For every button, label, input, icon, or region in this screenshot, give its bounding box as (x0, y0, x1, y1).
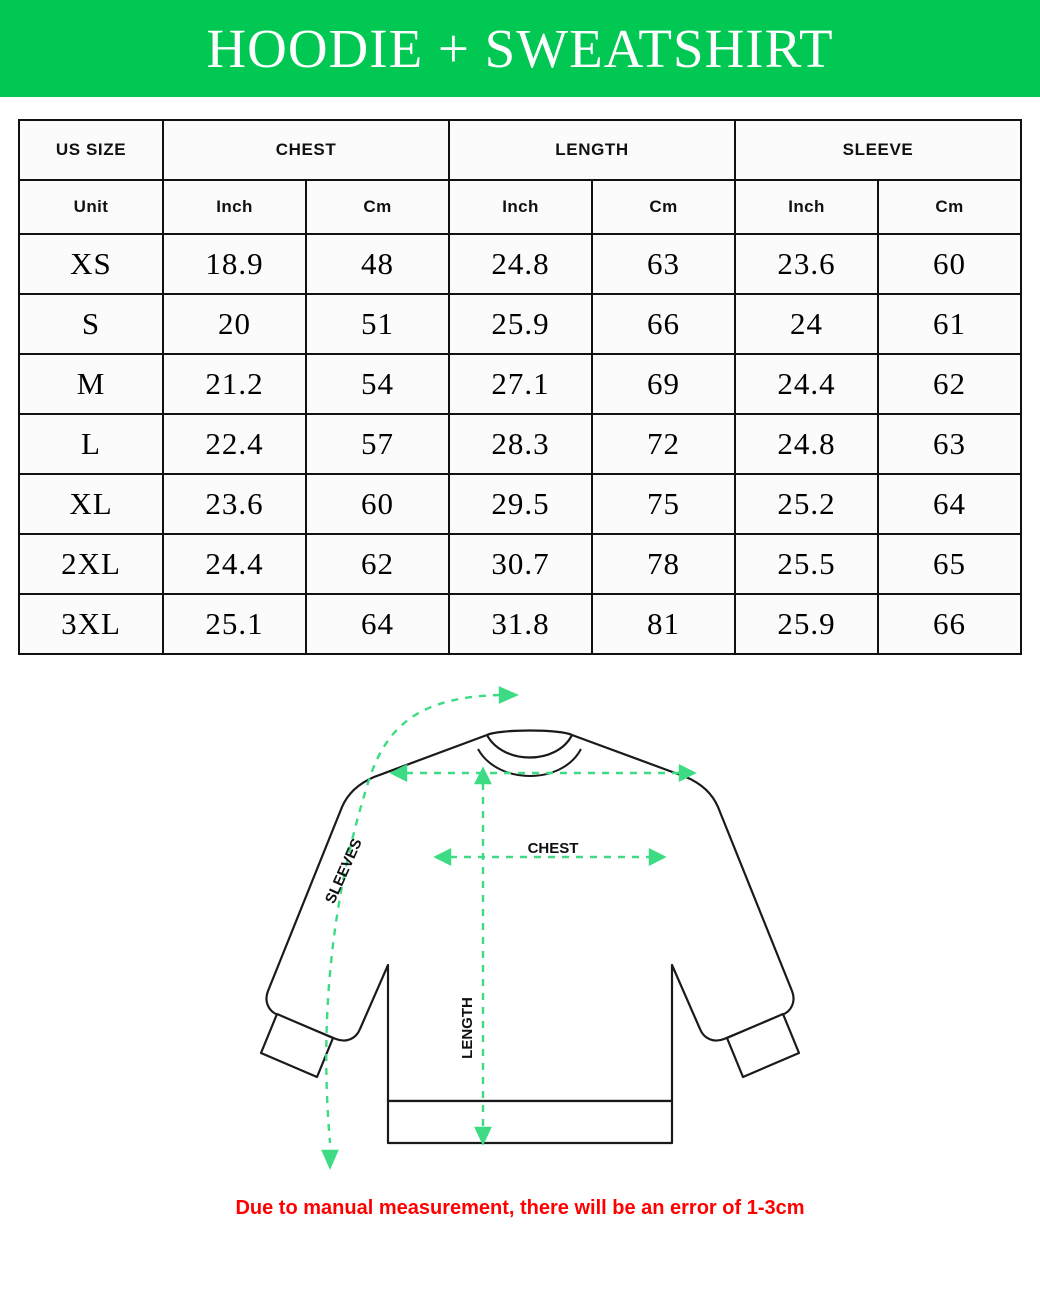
cell-chest-inch: 24.4 (163, 534, 306, 594)
cell-size: 3XL (19, 594, 163, 654)
unit-label: Unit (19, 180, 163, 234)
sweatshirt-outline (261, 731, 799, 1144)
cell-sleeve-cm: 61 (878, 294, 1021, 354)
label-chest: CHEST (527, 840, 579, 857)
cell-sleeve-cm: 62 (878, 354, 1021, 414)
cell-sleeve-inch: 23.6 (735, 234, 878, 294)
table-group-header-row (19, 120, 1021, 180)
unit-chest-cm: Cm (306, 180, 449, 234)
cell-sleeve-cm: 60 (878, 234, 1021, 294)
cell-chest-cm: 64 (306, 594, 449, 654)
cell-length-cm: 66 (592, 294, 735, 354)
cell-sleeve-inch: 25.5 (735, 534, 878, 594)
cell-size: 2XL (19, 534, 163, 594)
table-row (19, 594, 1021, 654)
header-sleeve: SLEEVE (735, 120, 1021, 180)
header-banner (0, 0, 1040, 97)
table-unit-row (19, 180, 1021, 234)
cell-sleeve-cm: 65 (878, 534, 1021, 594)
label-sleeves: SLEEVES (322, 836, 366, 907)
cell-sleeve-cm: 63 (878, 414, 1021, 474)
cell-length-inch: 28.3 (449, 414, 592, 474)
label-length: LENGTH (459, 997, 476, 1059)
page-title: HOODIE + SWEATSHIRT (206, 18, 834, 79)
table-row (19, 534, 1021, 594)
cell-chest-cm: 48 (306, 234, 449, 294)
cell-length-inch: 24.8 (449, 234, 592, 294)
unit-chest-inch: Inch (163, 180, 306, 234)
cell-sleeve-inch: 24.4 (735, 354, 878, 414)
cell-sleeve-cm: 64 (878, 474, 1021, 534)
cell-chest-cm: 62 (306, 534, 449, 594)
cell-chest-inch: 22.4 (163, 414, 306, 474)
unit-sleeve-inch: Inch (735, 180, 878, 234)
cell-sleeve-inch: 25.9 (735, 594, 878, 654)
size-table-container (0, 97, 1040, 655)
header-chest: CHEST (163, 120, 449, 180)
cell-length-cm: 69 (592, 354, 735, 414)
cell-chest-cm: 57 (306, 414, 449, 474)
cell-length-cm: 72 (592, 414, 735, 474)
cell-chest-inch: 18.9 (163, 234, 306, 294)
cell-size: M (19, 354, 163, 414)
cell-size: XL (19, 474, 163, 534)
cell-chest-inch: 25.1 (163, 594, 306, 654)
cell-length-cm: 81 (592, 594, 735, 654)
cell-length-inch: 29.5 (449, 474, 592, 534)
header-us-size: US SIZE (19, 120, 163, 180)
cell-chest-inch: 23.6 (163, 474, 306, 534)
cell-chest-inch: 21.2 (163, 354, 306, 414)
sleeve-arrow-top (500, 688, 516, 702)
cell-size: S (19, 294, 163, 354)
unit-length-inch: Inch (449, 180, 592, 234)
size-chart-table (18, 119, 1022, 655)
cell-chest-inch: 20 (163, 294, 306, 354)
cell-length-inch: 31.8 (449, 594, 592, 654)
cell-sleeve-inch: 25.2 (735, 474, 878, 534)
cell-sleeve-inch: 24 (735, 294, 878, 354)
cell-sleeve-cm: 66 (878, 594, 1021, 654)
cell-length-inch: 25.9 (449, 294, 592, 354)
cell-sleeve-inch: 24.8 (735, 414, 878, 474)
cell-length-inch: 27.1 (449, 354, 592, 414)
cell-size: L (19, 414, 163, 474)
sleeve-arrow-bottom (323, 1151, 337, 1167)
measurement-disclaimer: Due to manual measurement, there will be an error of 1-3cm (235, 1197, 805, 1219)
header-length: LENGTH (449, 120, 735, 180)
table-row (19, 414, 1021, 474)
unit-length-cm: Cm (592, 180, 735, 234)
cell-length-inch: 30.7 (449, 534, 592, 594)
cell-chest-cm: 60 (306, 474, 449, 534)
cell-chest-cm: 51 (306, 294, 449, 354)
table-row (19, 354, 1021, 414)
cell-length-cm: 75 (592, 474, 735, 534)
table-row (19, 294, 1021, 354)
table-row (19, 234, 1021, 294)
table-row (19, 474, 1021, 534)
garment-diagram (0, 673, 1040, 1193)
cell-length-cm: 63 (592, 234, 735, 294)
unit-sleeve-cm: Cm (878, 180, 1021, 234)
cell-size: XS (19, 234, 163, 294)
cell-chest-cm: 54 (306, 354, 449, 414)
cell-length-cm: 78 (592, 534, 735, 594)
